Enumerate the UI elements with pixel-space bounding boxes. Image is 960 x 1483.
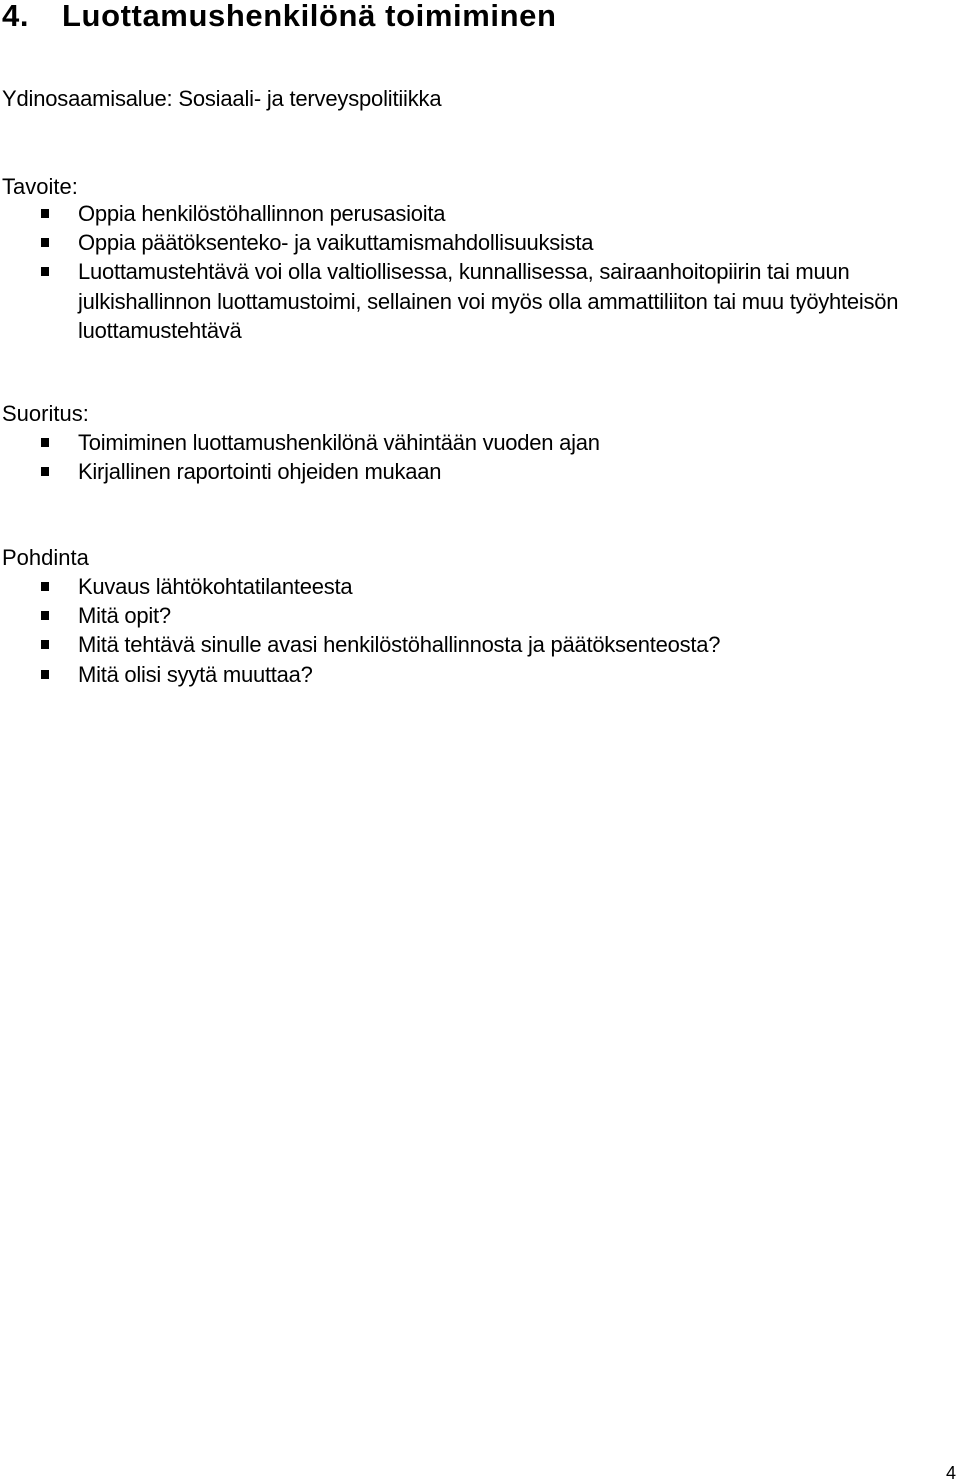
square-bullet-icon bbox=[41, 438, 49, 447]
square-bullet-icon bbox=[41, 582, 49, 591]
suoritus-list bbox=[0, 428, 960, 486]
square-bullet-icon bbox=[41, 670, 49, 679]
list-item: Oppia päätöksenteko- ja vaikuttamismahdollisuuksista bbox=[0, 228, 948, 257]
square-bullet-icon bbox=[41, 267, 49, 276]
square-bullet-icon bbox=[41, 611, 49, 620]
list-item: Mitä olisi syytä muuttaa? bbox=[0, 660, 948, 689]
list-item: Luottamustehtävä voi olla valtiollisessa, kunnallisessa, sairaanhoitopiirin tai muun julkishallinnon luottamustoimi, sellainen voi myös olla ammattiliiton tai muu työyhteisön luottamustehtävä bbox=[0, 257, 948, 345]
list-item: Mitä tehtävä sinulle avasi henkilöstöhallinnosta ja päätöksenteosta? bbox=[0, 630, 948, 659]
tavoite-list bbox=[0, 199, 960, 345]
pohdinta-label: Pohdinta bbox=[2, 545, 89, 570]
core-area-line: Ydinosaamisalue: Sosiaali- ja terveyspolitiikka bbox=[2, 86, 442, 111]
page-number: 4 bbox=[945, 1463, 956, 1483]
list-item: Kirjallinen raportointi ohjeiden mukaan bbox=[0, 457, 948, 486]
square-bullet-icon bbox=[41, 238, 49, 247]
square-bullet-icon bbox=[41, 467, 49, 476]
list-item: Oppia henkilöstöhallinnon perusasioita bbox=[0, 199, 948, 228]
heading-title: Luottamushenkilönä toimiminen bbox=[62, 0, 557, 33]
heading-number: 4. bbox=[2, 0, 30, 33]
tavoite-label: Tavoite: bbox=[2, 174, 78, 199]
suoritus-label: Suoritus: bbox=[2, 401, 89, 426]
page-heading bbox=[2, 0, 556, 34]
list-item: Mitä opit? bbox=[0, 601, 948, 630]
square-bullet-icon bbox=[41, 640, 49, 649]
pohdinta-list bbox=[0, 572, 960, 689]
square-bullet-icon bbox=[41, 209, 49, 218]
list-item: Kuvaus lähtökohtatilanteesta bbox=[0, 572, 948, 601]
list-item: Toimiminen luottamushenkilönä vähintään vuoden ajan bbox=[0, 428, 948, 457]
